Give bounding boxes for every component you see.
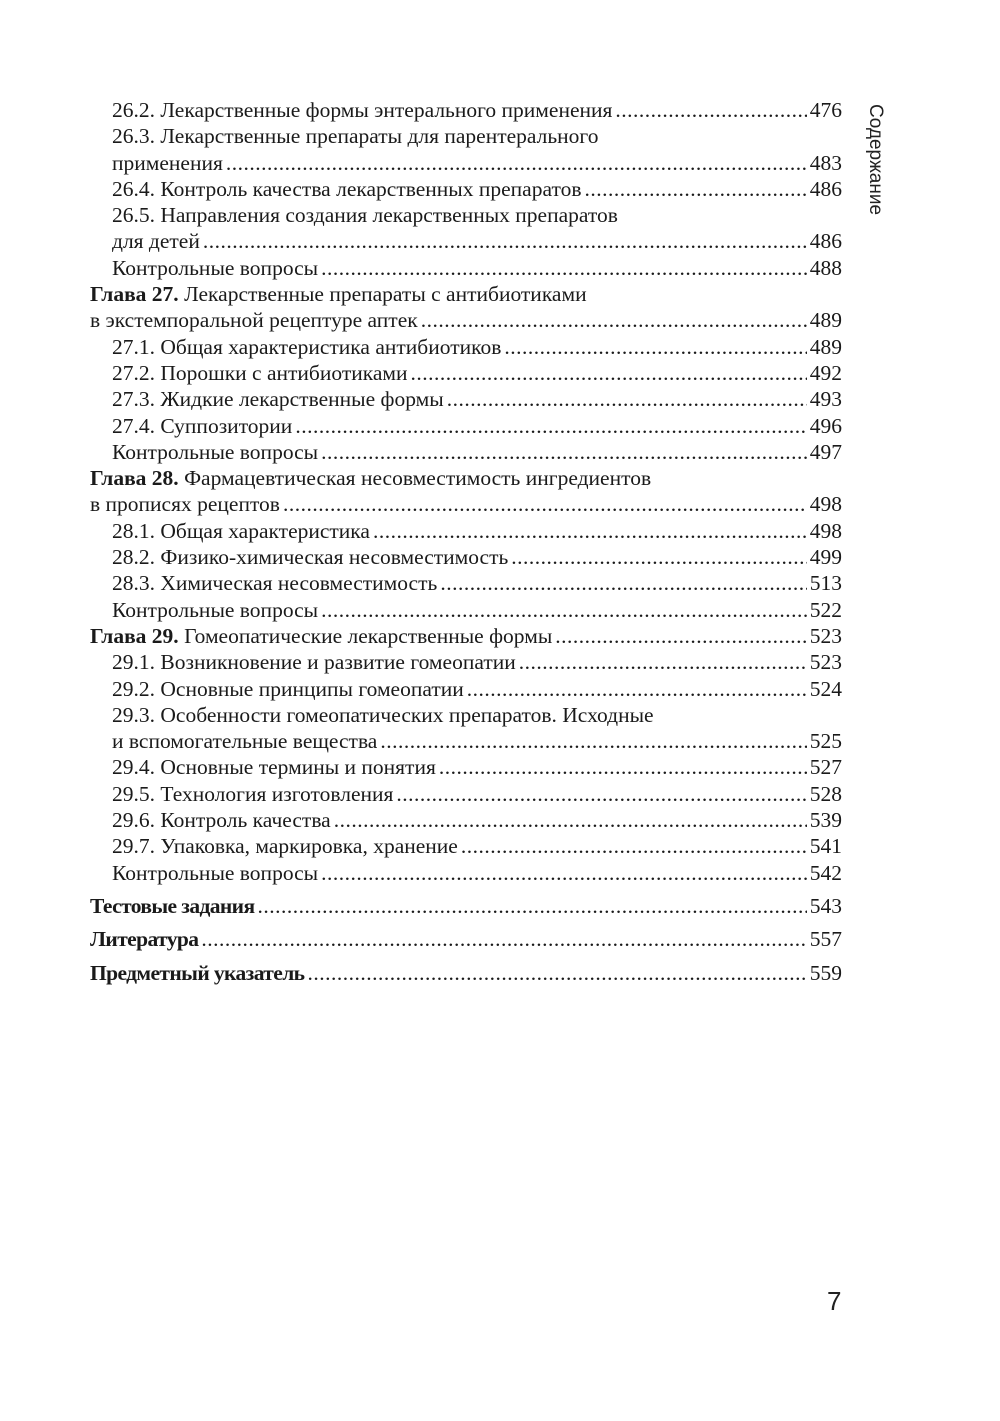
toc-entry[interactable] [90,781,842,807]
dot-leader [226,150,807,176]
entry-title: Гомеопатические лекарственные формы [184,623,553,648]
entry-title: 29.5. Технология изготовления [112,781,394,806]
toc-entry[interactable] [90,597,842,623]
entry-page: 528 [809,781,842,806]
entry-page: 488 [809,255,842,280]
running-header: Содержание [865,104,886,216]
entry-title-continued: в прописях рецептов [90,492,280,517]
entry-title: Контрольные вопросы [112,255,319,280]
entry-title: 27.2. Порошки с антибиотиками [112,360,408,385]
dot-leader [440,570,806,596]
entry-title: 26.2. Лекарственные формы энтерального применения [112,98,613,122]
entry-page: 539 [809,808,842,833]
entry-title-continued: для детей [112,229,200,254]
dot-leader [203,228,807,254]
dot-leader [321,597,807,623]
dot-leader [334,807,807,833]
entry-title: Предметный указатель [90,960,305,985]
chapter-number: Глава 29. [90,623,179,648]
dot-leader [201,926,806,952]
entry-title: Контрольные вопросы [112,439,319,464]
entry-title: 29.7. Упаковка, маркировка, хранение [112,834,458,859]
page-number: 7 [827,1286,842,1316]
toc-entry[interactable] [90,518,842,544]
dot-leader [461,833,807,859]
entry-title-continued: в экстемпоральной рецептуре аптек [90,308,418,333]
toc-entry[interactable] [90,386,842,412]
toc-entry[interactable] [90,833,842,859]
entry-page: 496 [809,413,842,438]
entry-title: 26.3. Лекарственные препараты для парентерального [112,124,599,149]
entry-page: 486 [809,229,842,254]
dot-leader [307,960,806,986]
toc-entry[interactable] [90,860,842,886]
toc-entry[interactable] [90,334,842,360]
entry-title: 29.2. Основные принципы гомеопатии [112,676,464,701]
entry-title: Тестовые задания [90,893,255,918]
entry-title: Лекарственные препараты с антибиотиками [184,282,587,307]
dot-leader [373,518,807,544]
toc-section-entry[interactable] [90,960,842,986]
toc-entry[interactable] [90,202,842,255]
toc-entry[interactable] [90,413,842,439]
entry-page: 486 [809,176,842,201]
dot-leader [421,307,807,333]
toc-entry[interactable] [90,676,842,702]
toc-section-entry[interactable] [90,926,842,952]
entry-page: 525 [809,729,842,754]
entry-title: 28.2. Физико-химическая несовместимость [112,545,509,570]
entry-page: 498 [809,518,842,543]
entry-page: 522 [809,597,842,622]
entry-title: Контрольные вопросы [112,860,319,885]
dot-leader [447,386,807,412]
toc-entry[interactable] [90,176,842,202]
entry-title: 27.3. Жидкие лекарственные формы [112,387,444,412]
dot-leader [584,176,806,202]
entry-title: 29.3. Особенности гомеопатических препаратов. Исходные [112,702,654,727]
toc-entry[interactable] [90,360,842,386]
entry-title: 26.4. Контроль качества лекарственных препаратов [112,176,582,201]
entry-page: 541 [809,834,842,859]
dot-leader [396,781,806,807]
entry-title-continued: применения [112,150,223,175]
entry-page: 499 [809,545,842,570]
entry-title: Литература [90,927,199,952]
dot-leader [321,255,807,281]
entry-title: 29.4. Основные термины и понятия [112,755,436,780]
entry-title: Фармацевтическая несовместимость ингредиентов [184,466,652,491]
dot-leader [321,439,807,465]
dot-leader [411,360,807,386]
toc-entry[interactable] [90,544,842,570]
entry-page: 527 [809,755,842,780]
toc-entry[interactable] [90,754,842,780]
entry-title: 26.5. Направления создания лекарственных препаратов [112,203,618,228]
toc-entry[interactable] [90,649,842,675]
entry-page: 524 [809,676,842,701]
entry-title: Контрольные вопросы [112,597,319,622]
entry-page: 483 [809,150,842,175]
entry-page: 492 [809,360,842,385]
entry-page: 489 [809,308,842,333]
toc-entry[interactable] [90,123,842,176]
dot-leader [258,893,807,919]
entry-title: 28.3. Химическая несовместимость [112,571,438,596]
entry-title: 28.1. Общая характеристика [112,518,370,543]
toc-entry[interactable] [90,570,842,596]
dot-leader [295,413,806,439]
entry-page: 489 [809,334,842,359]
dot-leader [439,754,807,780]
entry-page: 557 [809,927,842,952]
dot-leader [615,97,806,123]
toc-entry[interactable] [90,807,842,833]
dot-leader [519,649,807,675]
entry-page: 543 [809,893,842,918]
chapter-number: Глава 27. [90,282,179,307]
chapter-number: Глава 28. [90,466,179,491]
toc-entry[interactable] [90,702,842,755]
toc-entry[interactable] [90,439,842,465]
toc-section-entry[interactable] [90,893,842,919]
dot-leader [467,676,807,702]
entry-title: 27.1. Общая характеристика антибиотиков [112,334,502,359]
toc-entry[interactable] [90,97,842,123]
entry-page: 476 [809,98,842,122]
dot-leader [511,544,806,570]
entry-page: 523 [809,650,842,675]
entry-title: 27.4. Суппозитории [112,413,293,438]
dot-leader [555,623,806,649]
entry-page: 493 [809,387,842,412]
entry-page: 513 [809,571,842,596]
toc-chapter-entry[interactable] [90,623,842,649]
dot-leader [380,728,806,754]
entry-page: 559 [809,960,842,985]
entry-title: 29.6. Контроль качества [112,808,331,833]
entry-page: 497 [809,439,842,464]
entry-title-continued: и вспомогательные вещества [112,729,378,754]
dot-leader [504,334,806,360]
table-of-contents [90,97,842,986]
entry-page: 523 [809,623,842,648]
toc-entry[interactable] [90,255,842,281]
dot-leader [283,491,807,517]
toc-chapter-entry[interactable] [90,465,842,518]
entry-page: 542 [809,860,842,885]
entry-page: 498 [809,492,842,517]
entry-title: 29.1. Возникновение и развитие гомеопатии [112,650,516,675]
toc-chapter-entry[interactable] [90,281,842,334]
dot-leader [321,860,807,886]
